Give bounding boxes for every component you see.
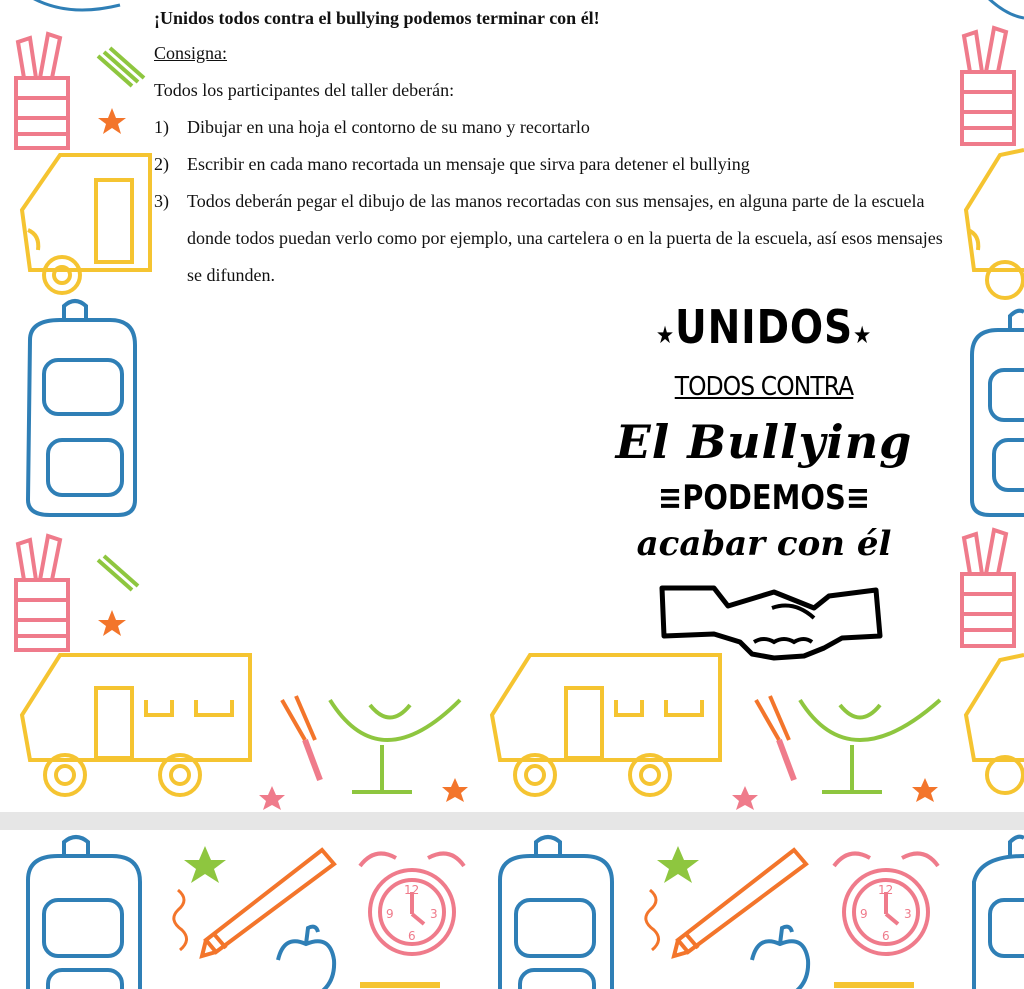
anti-bullying-poster — [604, 300, 924, 670]
poster-line-3: El Bullying — [615, 415, 913, 469]
school-bus-icon — [22, 155, 150, 270]
poster-line-5: acabar con él — [636, 524, 892, 564]
backpack-icon — [974, 837, 1024, 989]
apple-icon — [278, 927, 334, 989]
school-border-decoration — [0, 830, 1024, 989]
list-item-number: 3) — [154, 191, 169, 211]
school-bus-icon — [492, 655, 720, 795]
ruler-icon — [360, 982, 440, 988]
clock-numeral-3: 3 — [430, 907, 438, 921]
poster-line-2: TODOS CONTRA — [674, 372, 854, 402]
squiggle-icon — [646, 890, 659, 950]
backpack-icon — [500, 837, 612, 989]
star-icon — [98, 108, 126, 134]
pencil-cup-icon — [16, 536, 68, 650]
list-item-number: 2) — [154, 154, 169, 174]
ruler-icon — [834, 982, 914, 988]
clock-numeral-6: 6 — [882, 929, 890, 943]
poster-podemos — [628, 478, 900, 518]
school-bus-icon — [966, 150, 1024, 298]
paintbrush-icon — [98, 48, 144, 86]
squiggle-icon — [174, 890, 187, 950]
pencil-cup-icon — [16, 34, 68, 148]
backpack-icon — [28, 837, 140, 989]
list-item-text: Escribir en cada mano recortada un mensaje que sirva para detener el bullying — [187, 154, 750, 174]
star-icon — [184, 846, 226, 883]
backpack-icon — [20, 0, 120, 10]
poster-line-4: PODEMOS — [682, 478, 846, 518]
next-page-preview — [0, 830, 1024, 989]
dash-lines-icon: ≡ — [657, 478, 683, 518]
list-item-text: Dibujar en una hoja el contorno de su mano y recortarlo — [187, 117, 590, 137]
star-icon — [732, 786, 758, 810]
paintbrush-icon — [282, 696, 315, 740]
star-icon: ★ — [852, 321, 873, 349]
poster-line-1: UNIDOS — [675, 300, 853, 354]
star-icon — [657, 846, 699, 883]
clock-numeral-3: 3 — [904, 907, 912, 921]
consigna-heading: Consigna: — [154, 43, 228, 63]
school-bus-icon — [22, 655, 250, 795]
list-item-number: 1) — [154, 117, 169, 137]
dash-lines-icon: ≡ — [845, 478, 871, 518]
paintbrush-icon — [756, 696, 789, 740]
star-icon — [442, 778, 468, 802]
star-icon: ★ — [655, 321, 676, 349]
clock-numeral-6: 6 — [408, 929, 416, 943]
clock-numeral-9: 9 — [860, 907, 868, 921]
paintbrush-icon — [98, 556, 138, 590]
pencil-cup-icon — [962, 530, 1014, 646]
star-icon — [98, 610, 126, 636]
intro-text: Todos los participantes del taller deberán: — [154, 80, 455, 100]
paintbrush-icon — [779, 740, 794, 780]
globe-icon — [330, 700, 460, 792]
clock-numeral-12: 12 — [878, 883, 894, 897]
list-item-text: Todos deberán pegar el dibujo de las manos recortadas con sus mensajes, en alguna parte de la escuela donde todos puedan verlo como por ejemplo, una cartelera o en la puerta de la escuela, así esos mensajes se difunden. — [187, 191, 943, 285]
star-icon — [912, 778, 938, 802]
school-bus-wheel — [44, 257, 80, 293]
apple-icon — [752, 927, 808, 989]
poster-unidos — [628, 300, 900, 354]
handshake-icon — [654, 578, 884, 662]
clock-numeral-12: 12 — [404, 883, 420, 897]
page-title: ¡Unidos todos contra el bullying podemos terminar con él! — [154, 8, 600, 28]
paintbrush-icon — [305, 740, 320, 780]
globe-icon — [800, 700, 940, 792]
clock-numeral-9: 9 — [386, 907, 394, 921]
backpack-icon — [972, 311, 1024, 515]
star-icon — [259, 786, 285, 810]
page-separator — [0, 812, 1024, 830]
school-bus-icon — [966, 655, 1024, 793]
pencil-cup-icon — [962, 28, 1014, 144]
backpack-icon — [28, 301, 135, 515]
backpack-icon — [985, 0, 1024, 18]
